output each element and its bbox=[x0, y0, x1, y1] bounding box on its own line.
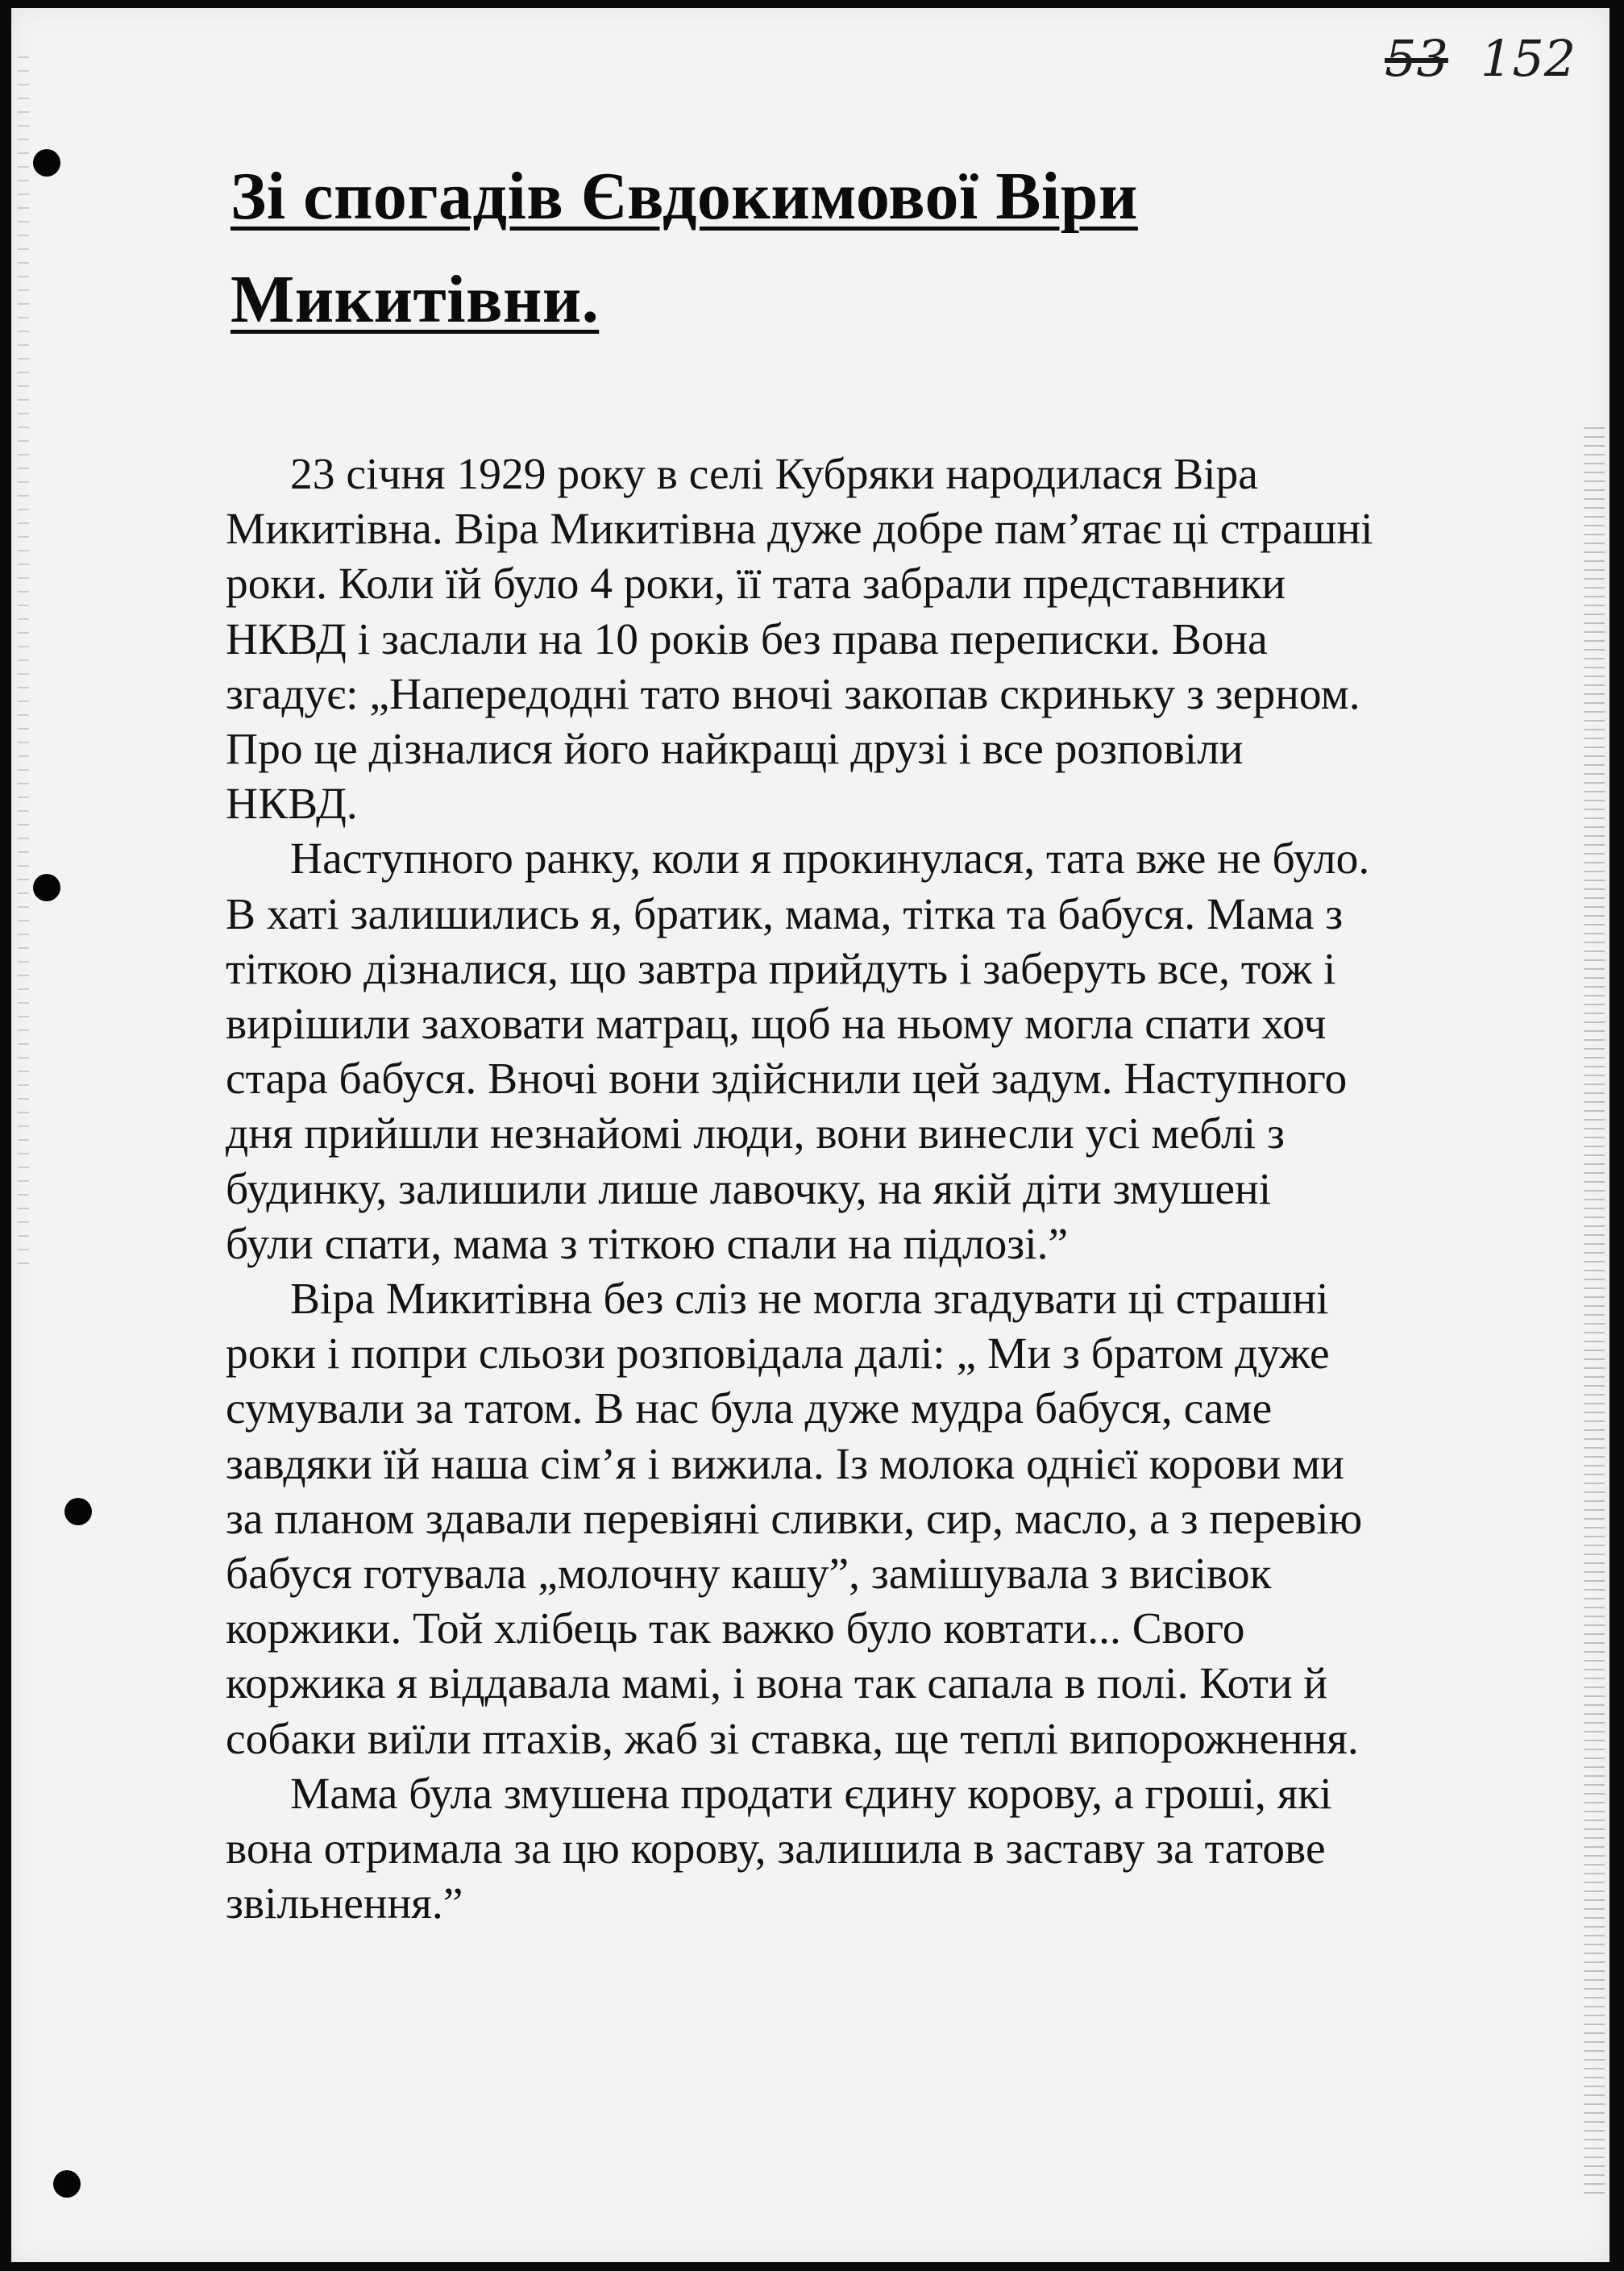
punch-hole bbox=[53, 2170, 81, 2198]
current-page-number: 152 bbox=[1480, 29, 1576, 88]
paragraph: Наступного ранку, коли я прокинулася, тата вже не було. В хаті залишились я, братик, мама, тітка та бабуся. Мама з тіткою дізналися, що завтра прийдуть і заберуть все, тож і вирішили заховати матрац, щоб на ньому могла спати хоч стара бабуся. Вночі вони здійснили цей задум. Наступного дня прийшли незнайомі люди, вони винесли усі меблі з будинку, залишили лише лавочку, на якій діти змушені були спати, мама з тіткою спали на підлозі.” bbox=[226, 834, 1370, 1269]
paragraph: Віра Микитівна без сліз не могла згадувати ці страшні роки і попри сльози розповідала далі: „ Ми з братом дуже сумували за татом. В нас була дуже мудра бабуся, саме завдяки їй наша сім’я і вижила. Із молока однієї корови ми за планом здавали перевіяні сливки, сир, масло, а з перевію бабуся готувала „молочну кашу”, замішувала з висівок коржики. Той хлібець так важко було ковтати... Свого коржика я віддавала мамі, і вона так сапала в полі. Коти й собаки виїли птахів, жаб зі ставка, ще теплі випорожнення. bbox=[226, 1275, 1363, 1764]
document-title: Зі спогадів Євдокимової Віри Микитівни. bbox=[231, 159, 1138, 337]
paragraph: Мама була змушена продати єдину корову, а гроші, які вона отримала за цю корову, залишила в заставу за татове звільнення.” bbox=[226, 1769, 1332, 1929]
document-body bbox=[226, 447, 1499, 1932]
punch-hole bbox=[33, 874, 60, 901]
scan-edge-marks bbox=[1584, 427, 1605, 2201]
punch-hole bbox=[64, 1498, 92, 1525]
paragraph: 23 січня 1929 року в селі Кубряки народилася Віра Микитівна. Віра Микитівна дуже добре пам’ятає ці страшні роки. Коли їй було 4 роки, її тата забрали представники НКВД і заслали на 10 років без права переписки. Вона згадує: „Напередодні тато вночі закопав скриньку з зерном. Про це дізналися його найкращі друзі і все розповіли НКВД. bbox=[226, 450, 1373, 830]
struck-page-number: 53 bbox=[1385, 29, 1448, 88]
punch-hole bbox=[33, 149, 60, 177]
page-number bbox=[1385, 29, 1576, 88]
scan-edge-marks bbox=[18, 56, 29, 1266]
